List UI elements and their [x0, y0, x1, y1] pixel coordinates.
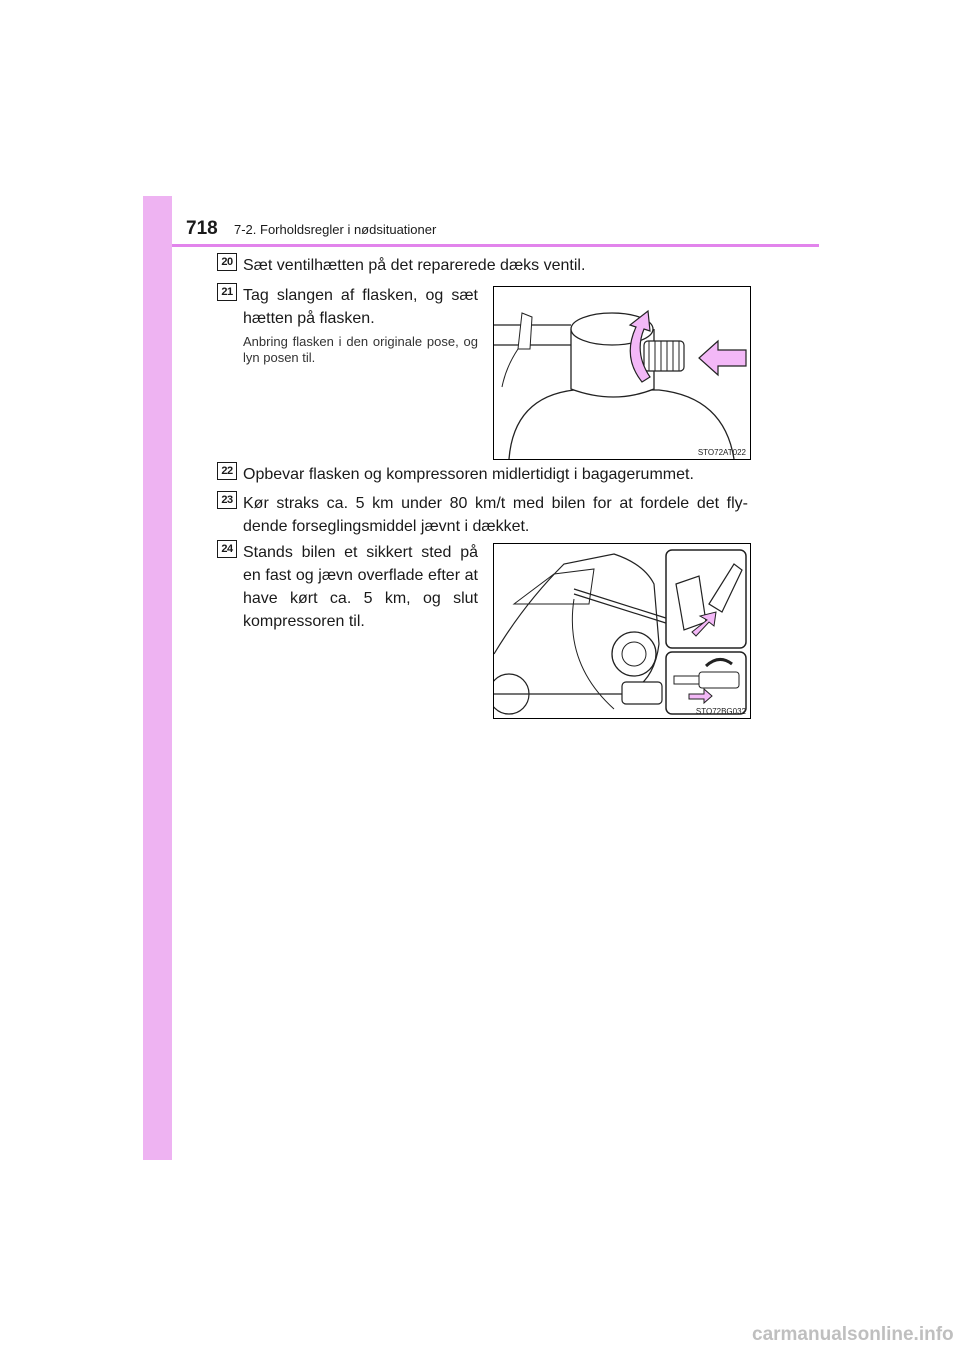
- bottle-cap-illustration: [493, 286, 751, 460]
- figure-code: STO72AT022: [697, 448, 746, 457]
- step-text-21: Tag slangen af flasken, og sæt hætten på flasken.: [243, 287, 478, 327]
- sidebar-tab: [143, 196, 172, 1160]
- step-number-22: 22: [217, 462, 237, 480]
- page-number: 718: [186, 218, 218, 239]
- header-rule: [172, 244, 819, 247]
- step-text-22: Opbevar flasken og kompressoren midlertidigt i bagagerummet.: [243, 466, 694, 483]
- watermark-text: carmanualsonline.info: [752, 1324, 954, 1345]
- step-text-24: Stands bilen et sikkert sted på en fast og jævn overflade efter at have kørt ca. 5 km, og slut kompressoren til.: [243, 544, 478, 630]
- figure-code: STO72BG032: [695, 707, 746, 716]
- step-number-23: 23: [217, 491, 237, 509]
- step-number-20: 20: [217, 253, 237, 271]
- compressor-illustration: [493, 543, 751, 719]
- step-text-20: Sæt ventilhætten på det reparerede dæks ventil.: [243, 257, 586, 274]
- step-number-21: 21: [217, 283, 237, 301]
- section-title: 7-2. Forholdsregler i nødsituationer: [234, 222, 437, 237]
- step-note-21: Anbring flasken i den originale pose, og lyn posen til.: [243, 334, 478, 365]
- step-text-23: Kør straks ca. 5 km under 80 km/t med bilen for at fordele det fly-dende forseglingsmiddel jævnt i dækket.: [243, 495, 748, 535]
- step-number-24: 24: [217, 540, 237, 558]
